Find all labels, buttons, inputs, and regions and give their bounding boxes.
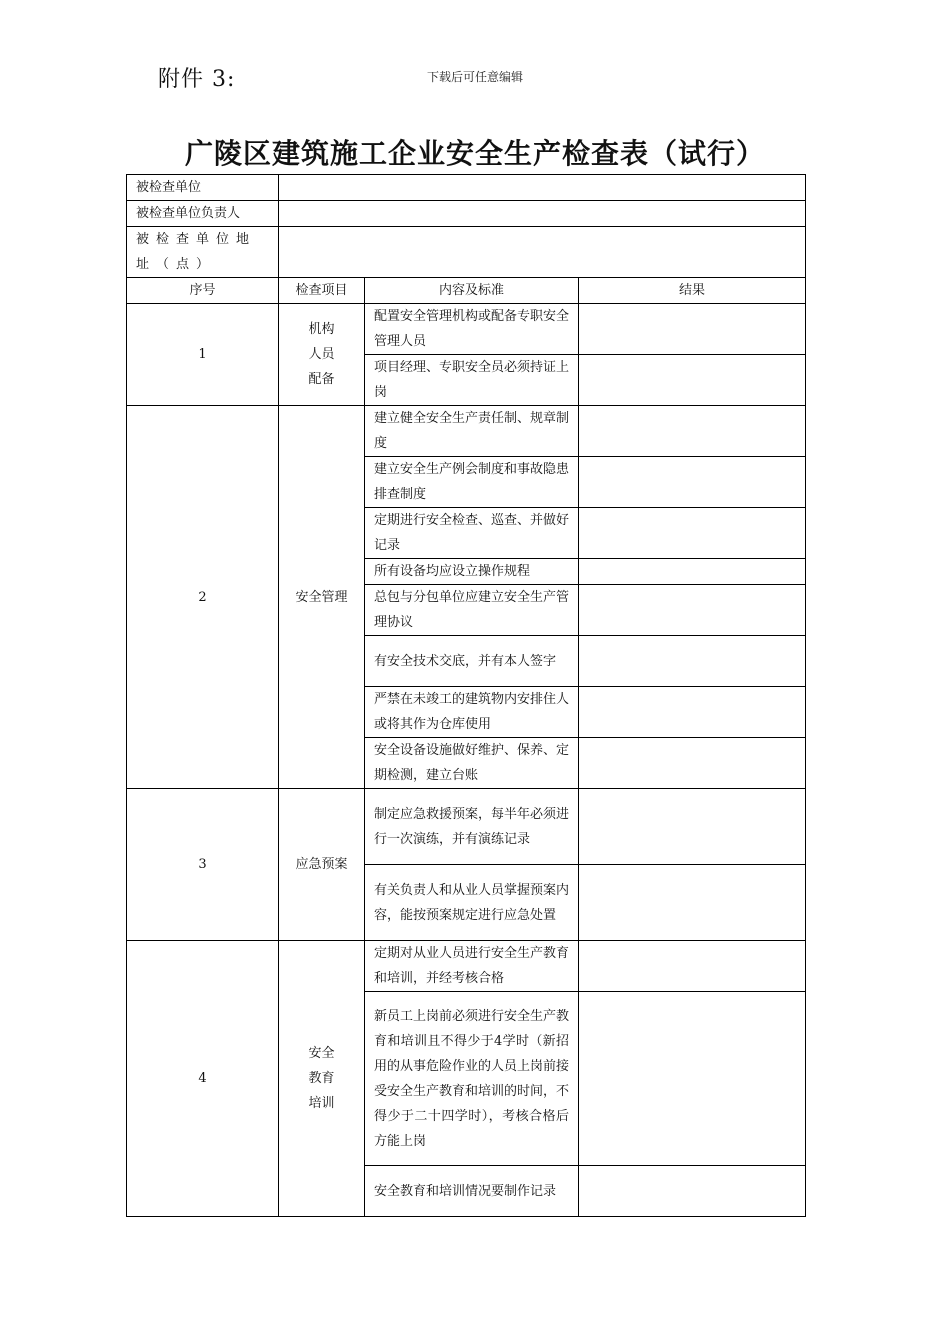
section-item-line: 安全 (308, 1046, 335, 1061)
result-field[interactable] (579, 585, 806, 636)
standard-text: 严禁在未竣工的建筑物内安排住人或将其作为仓库使用 (365, 687, 579, 738)
result-field[interactable] (579, 406, 806, 457)
page-title: 广陵区建筑施工企业安全生产检查表（试行） (184, 137, 765, 170)
standard-text: 制定应急救援预案，每半年必须进行一次演练，并有演练记录 (365, 789, 579, 865)
info-row-address (127, 227, 806, 278)
table-row (127, 941, 806, 992)
section-item (279, 789, 365, 941)
section-item-line: 培训 (308, 1096, 335, 1111)
info-row-leader (127, 201, 806, 227)
attachment-label: 附件 3: (158, 67, 236, 92)
standard-text: 安全设备设施做好维护、保养、定期检测，建立台账 (365, 738, 579, 789)
standard-text: 总包与分包单位应建立安全生产管理协议 (365, 585, 579, 636)
standard-text: 定期进行安全检查、巡查、并做好记录 (365, 508, 579, 559)
standard-text: 项目经理、专职安全员必须持证上岗 (365, 355, 579, 406)
standard-text: 有关负责人和从业人员掌握预案内容，能按预案规定进行应急处置 (365, 865, 579, 941)
section-seq: 2 (127, 406, 279, 789)
result-field[interactable] (579, 789, 806, 865)
section-item-line: 安全管理 (295, 589, 348, 605)
column-header-row (127, 278, 806, 304)
info-value-field[interactable] (279, 175, 806, 201)
standard-text: 建立安全生产例会制度和事故隐患排查制度 (365, 457, 579, 508)
result-field[interactable] (579, 457, 806, 508)
info-label: 被检查单位地址（点） (127, 227, 279, 278)
result-field[interactable] (579, 559, 806, 585)
result-field[interactable] (579, 865, 806, 941)
standard-text: 有安全技术交底，并有本人签字 (365, 636, 579, 687)
table-row (127, 406, 806, 457)
result-field[interactable] (579, 1166, 806, 1217)
info-label: 被检查单位负责人 (127, 201, 279, 227)
info-value-field[interactable] (279, 227, 806, 278)
table-row (127, 789, 806, 865)
result-field[interactable] (579, 738, 806, 789)
section-seq: 4 (127, 941, 279, 1217)
result-field[interactable] (579, 687, 806, 738)
result-field[interactable] (579, 304, 806, 355)
section-seq: 1 (127, 304, 279, 406)
result-field[interactable] (579, 636, 806, 687)
inspection-table (126, 174, 806, 1217)
standard-text: 建立健全安全生产责任制、规章制度 (365, 406, 579, 457)
column-header-result: 结果 (579, 278, 806, 304)
section-item (279, 406, 365, 789)
section-item-line: 人员 (308, 347, 335, 362)
standard-text: 配置安全管理机构或配备专职安全管理人员 (365, 304, 579, 355)
section-item (279, 941, 365, 1217)
column-header-seq: 序号 (127, 278, 279, 304)
column-header-item: 检查项目 (279, 278, 365, 304)
section-item-line: 配备 (308, 372, 335, 387)
info-value-field[interactable] (279, 201, 806, 227)
result-field[interactable] (579, 941, 806, 992)
table-row (127, 304, 806, 355)
column-header-standard: 内容及标准 (365, 278, 579, 304)
standard-text: 定期对从业人员进行安全生产教育和培训，并经考核合格 (365, 941, 579, 992)
standard-text: 所有设备均应设立操作规程 (365, 559, 579, 585)
result-field[interactable] (579, 508, 806, 559)
section-item-line: 教育 (308, 1071, 335, 1086)
result-field[interactable] (579, 992, 806, 1166)
section-seq: 3 (127, 789, 279, 941)
section-item-line: 应急预案 (295, 857, 348, 872)
info-row-unit (127, 175, 806, 201)
watermark-text: 下载后可任意编辑 (426, 70, 523, 84)
standard-text: 新员工上岗前必须进行安全生产教育和培训且不得少于4学时（新招用的从事危险作业的人员上岗前接受安全生产教育和培训的时间，不得少于二十四学时），考核合格后方能上岗 (365, 992, 579, 1166)
section-item-line: 机构 (308, 322, 335, 337)
result-field[interactable] (579, 355, 806, 406)
standard-text: 安全教育和培训情况要制作记录 (365, 1166, 579, 1217)
info-label: 被检查单位 (127, 175, 279, 201)
section-item (279, 304, 365, 406)
